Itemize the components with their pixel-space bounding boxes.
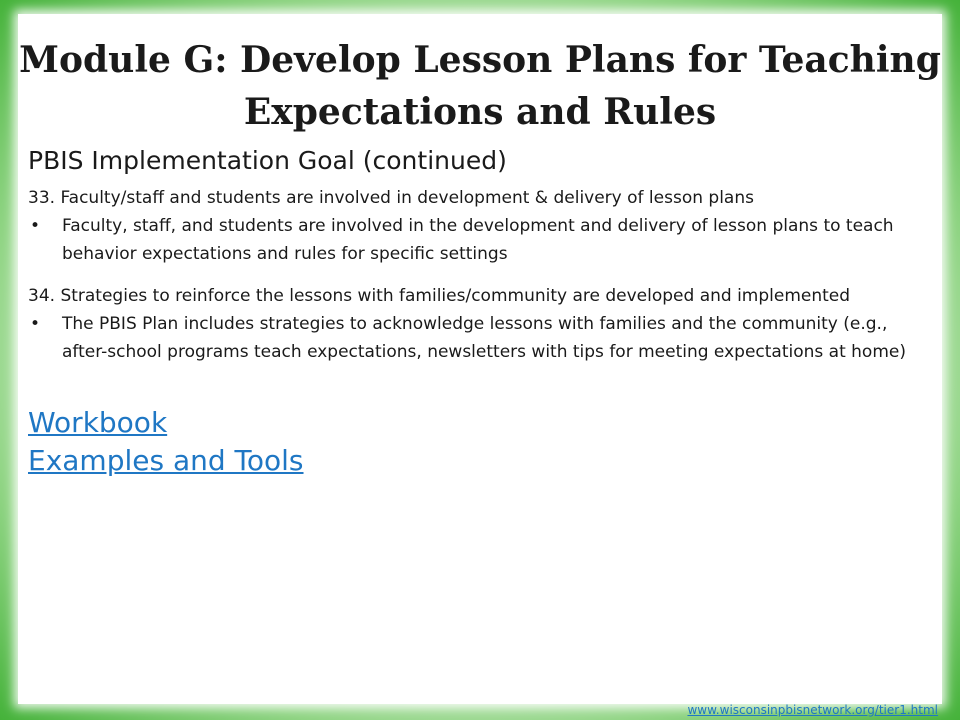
goal-33-text: 33. Faculty/staff and students are involved in development & delivery of lesson plans bbox=[28, 188, 754, 208]
slide bbox=[18, 14, 942, 704]
link-list bbox=[28, 404, 928, 480]
footer-url-link[interactable]: www.wisconsinpbisnetwork.org/tier1.html bbox=[687, 703, 938, 717]
goal-34-text: 34. Strategies to reinforce the lessons with families/community are developed and implemented bbox=[28, 286, 851, 306]
spacer bbox=[28, 268, 928, 282]
slide-subtitle: PBIS Implementation Goal (continued) bbox=[28, 146, 507, 175]
goal-34-bullet-text: The PBIS Plan includes strategies to acknowledge lessons with families and the community (e.g., after-school programs teach expectations, newsletters with tips for meeting expectations at home) bbox=[62, 314, 906, 362]
workbook-link[interactable]: Workbook bbox=[28, 406, 168, 439]
slide-content bbox=[28, 144, 928, 480]
examples-and-tools-link[interactable]: Examples and Tools bbox=[28, 444, 304, 477]
goal-34-bullet bbox=[28, 310, 928, 366]
bullet-dot-icon: • bbox=[30, 314, 41, 334]
bullet-dot-icon: • bbox=[30, 216, 41, 236]
goal-33-bullet bbox=[28, 212, 928, 268]
goal-33-bullet-text: Faculty, staff, and students are involved in the development and delivery of lesson plans to teach behavior expectations and rules for specific settings bbox=[62, 216, 894, 264]
slide-title: Module G: Develop Lesson Plans for Teaching Expectations and Rules bbox=[19, 39, 941, 133]
